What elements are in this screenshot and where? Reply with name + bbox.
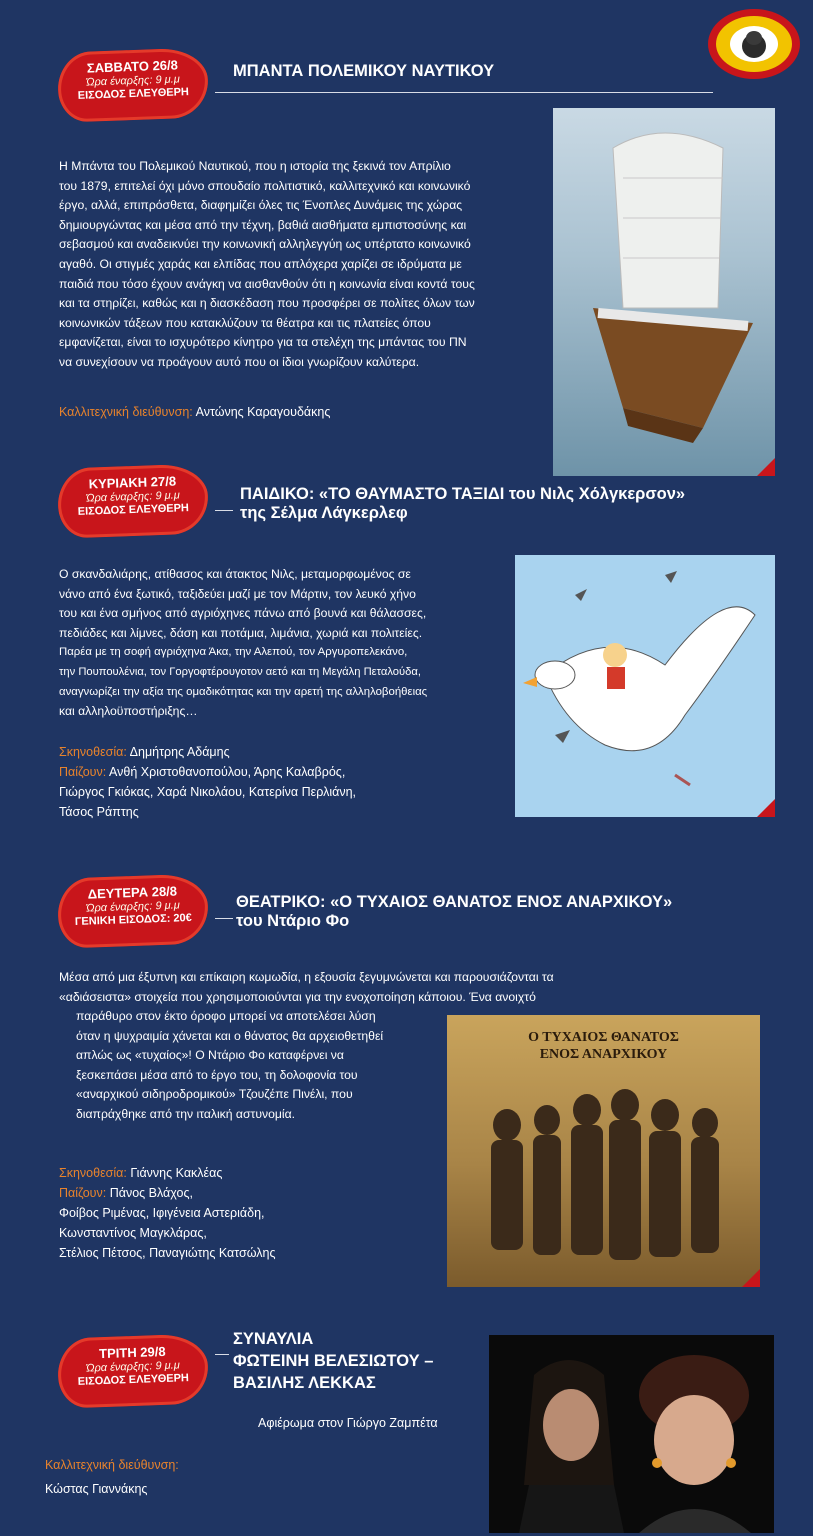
event-title [240,485,685,523]
event-entry: ΕΙΣΟΔΟΣ ΕΛΕΥΘΕΡΗ [77,502,190,518]
description-line: δημιουργώντας και μέσα από την τέχνη, βαθιά αισθήματα εμπιστοσύνης και [59,217,467,232]
description-line: παιδιά που τόσο έχουν ανάγκη να αισθανθούν ότι η κοινωνία είναι κοντά τους [59,276,475,291]
description-line: εμφανίζεται, είναι το ισχυρότερο κίνητρο για τα στελέχη της μπάντας του ΠΝ [59,335,467,350]
event-description [59,157,554,373]
credit-value: Γιάννης Κακλέας [126,1166,223,1180]
credit-line [59,1183,275,1203]
description-line: αναγνωρίζει την αξία της ομαδικότητας και την αρετή της αλληλοβοήθειας [59,685,428,698]
event-time: Ώρα έναρξης: 9 μ.μ [85,899,180,915]
concert-artists-photo [489,1335,774,1533]
event-subtitle: Αφιέρωμα στον Γιώργο Ζαμπέτα [258,1416,438,1430]
event-title-line: της Σέλμα Λάγκερλεφ [240,504,408,522]
credit-value: Γιώργος Γκιόκας, Χαρά Νικολάου, Κατερίνα Περλιάνη, [59,785,357,799]
credit-line [59,742,356,762]
event-time: Ώρα έναρξης: 9 μ.μ [85,489,180,505]
event-title-line: ΘΕΑΤΡΙΚΟ: «Ο ΤΥΧΑΙΟΣ ΘΑΝΑΤΟΣ ΕΝΟΣ ΑΝΑΡΧΙΚΟΥ» [236,893,673,911]
event-title-line: του Ντάριο Φο [236,912,350,930]
event-entry: ΕΙΣΟΔΟΣ ΕΛΕΥΘΕΡΗ [77,86,190,102]
credit-line [59,802,356,822]
poster-title-line: ΕΝΟΣ ΑΝΑΡΧΙΚΟΥ [539,1047,668,1062]
description-line: διαπράχθηκε από την ιταλική αστυνομία. [76,1106,296,1121]
event-date-badge [57,1333,209,1408]
poster-title-line: Ο ΤΥΧΑΙΟΣ ΘΑΝΑΤΟΣ [528,1030,679,1045]
description-line: έργο, αλλά, επιπρόσθετα, διαφημίζει όλες τις Ένοπλες Δυνάμεις της χώρας [59,198,463,213]
description-line: του 1879, επιτελεί όχι μόνο σπουδαίο πολιτιστικό, καλλιτεχνικό και κοινωνικό [59,178,471,193]
credit-line [59,1223,275,1243]
municipality-logo [706,8,802,80]
description-line: κοινωνικών τάξεων που κατακλύζουν τα θέατρα και τις πλατείες όπου [59,315,431,330]
credit-line [59,1203,275,1223]
theatre-poster-image [447,1015,760,1287]
description-line: νάνο από ένα ξωτικό, ταξιδεύει μαζί με τον Μάρτιν, τον λευκό χήνο [59,586,416,601]
description-line: παράθυρο στον έκτο όροφο μπορεί να αποτελέσει λύση [76,1009,376,1023]
divider [215,918,233,919]
credit-value: Δημήτρης Αδάμης [126,745,230,759]
description-line: την Πουπουλένια, τον Γοργοφτέρουγοτον αετό και τη Μεγάλη Πεταλούδα, [59,665,421,678]
event-credits [45,1455,179,1499]
credit-value: Τάσος Ράπτης [59,805,139,819]
event-title-line: ΣΥΝΑΥΛΙΑ [233,1330,314,1348]
photo-corner [757,799,775,817]
nils-cartoon-image [515,555,775,817]
credit-value: Κωνσταντίνος Μαγκλάρας, [59,1226,207,1240]
credit-line [59,782,356,802]
credit-value: Φοίβος Ριμένας, Ιφιγένεια Αστεριάδη, [59,1206,265,1220]
divider [215,92,713,93]
credit-value: Κώστας Γιαννάκης [45,1482,148,1496]
description-line: Μέσα από μια έξυπνη και επίκαιρη κωμωδία, η εξουσία ξεγυμνώνεται και παρουσιάζονται τα [59,970,554,984]
event-credits [59,402,330,422]
credit-line [59,1243,275,1263]
event-date-badge [57,873,209,948]
event-day: ΤΡΙΤΗ 29/8 [98,1343,166,1362]
photo-corner [742,1269,760,1287]
description-line: όταν η ψυχραιμία χάνεται και ο θάνατος θα αρχειοθετηθεί [76,1028,384,1043]
event-description [76,1007,446,1125]
event-day: ΣΑΒΒΑΤΟ 26/8 [86,57,179,76]
event-title-line: ΠΑΙΔΙΚΟ: «ΤΟ ΘΑΥΜΑΣΤΟ ΤΑΞΙΔΙ του Νιλς Χόλγκερσον» [240,485,686,503]
event-title [236,893,672,931]
credit-line [59,762,356,782]
credit-value: Στέλιος Πέτσος, Παναγιώτης Κατσώλης [59,1246,276,1260]
credit-value: Αντώνης Καραγουδάκης [192,405,331,419]
description-line: και τα στηρίζει, καθώς και η διασκέδαση που προσφέρει σε πολίτες όλων των [59,296,475,311]
description-line: σεβασμού και αναδεικνύει την κοινωνική αλληλεγγύη ως υπέρτατο κοινωνικό [59,237,471,252]
credit-label: Καλλιτεχνική διεύθυνση: [59,405,193,419]
navy-ship-photo [553,108,775,476]
credit-value: Ανθή Χριστοθανοπούλου, Άρης Καλαβρός, [106,765,346,779]
event-date-badge [57,47,209,122]
event-title-line: ΜΠΑΝΤΑ ΠΟΛΕΜΙΚΟΥ ΝΑΥΤΙΚΟΥ [233,62,495,80]
event-date-badge [57,463,209,538]
event-title [233,1328,433,1394]
credit-label: Παίζουν: [59,1186,107,1200]
divider [215,510,233,511]
photo-corner [757,458,775,476]
description-line: «αναρχικού σιδηροδρομικού» Τζουζέπε Πινέλι, που [76,1087,353,1102]
credit-label: Καλλιτεχνική διεύθυνση: [45,1458,179,1472]
description-line: του και ένα σμήνος από αγριόχηνες πάνω από βουνά και θάλασσες, [59,606,427,621]
credit-line [59,1163,275,1183]
credit-label: Σκηνοθεσία: [59,745,127,759]
event-day: ΔΕΥΤΕΡΑ 28/8 [87,883,178,902]
event-description [59,565,514,722]
event-description [59,968,759,1007]
credit-line [45,1479,179,1499]
credit-label: Σκηνοθεσία: [59,1166,127,1180]
credit-label: Παίζουν: [59,765,107,779]
credit-line [45,1455,179,1475]
description-line: αγαθό. Οι στιγμές χαράς και ελπίδας που απλόχερα χαρίζει σε ιδρύματα με [59,256,462,271]
event-time: Ώρα έναρξης: 9 μ.μ [85,1359,180,1375]
divider [215,1354,229,1355]
description-line: Παρέα με τη σοφή αγριόχηνα Άκα, την Αλεπού, τον Αργυροπελεκάνο, [59,646,408,659]
credit-value: Πάνος Βλάχος, [106,1186,193,1200]
event-day: ΚΥΡΙΑΚΗ 27/8 [88,473,177,492]
event-time: Ώρα έναρξης: 9 μ.μ [85,73,180,89]
description-line: να συνεχίσουν να προάγουν αυτό που οι ίδιοι γνωρίζουν καλύτερα. [59,354,420,369]
description-line: πεδιάδες και λίμνες, δάση και ποτάμια, λιμάνια, χωριά και πολιτείες. [59,625,423,640]
event-credits [59,742,356,822]
event-entry: ΕΙΣΟΔΟΣ ΕΛΕΥΘΕΡΗ [77,1372,190,1388]
description-line: Ο σκανδαλιάρης, ατίθασος και άτακτος Νιλς, μεταμορφωμένος σε [59,567,411,581]
credit-line [59,402,330,422]
description-line: ξεσκεπάσει μέσα από το έργο του, τη δολοφονία του [76,1067,358,1082]
event-title-line: ΒΑΣΙΛΗΣ ΛΕΚΚΑΣ [233,1374,376,1392]
event-title [233,62,494,81]
description-line: Η Μπάντα του Πολεμικού Ναυτικού, που η ιστορία της ξεκινά τον Απρίλιο [59,159,451,173]
event-entry: ΓΕΝΙΚΗ ΕΙΣΟΔΟΣ: 20€ [74,911,192,929]
description-line: και αλληλοϋποστήριξης… [59,704,198,719]
description-line: «αδιάσειστα» στοιχεία που χρησιμοποιούνται για την ενοχοποίηση κάποιου. Ένα ανοιχτό [59,989,536,1004]
description-line: απλώς ως «τυχαίος»! Ο Ντάριο Φο καταφέρνει να [76,1048,344,1063]
event-credits [59,1163,275,1263]
event-title-line: ΦΩΤΕΙΝΗ ΒΕΛΕΣΙΩΤΟΥ – [233,1352,434,1370]
